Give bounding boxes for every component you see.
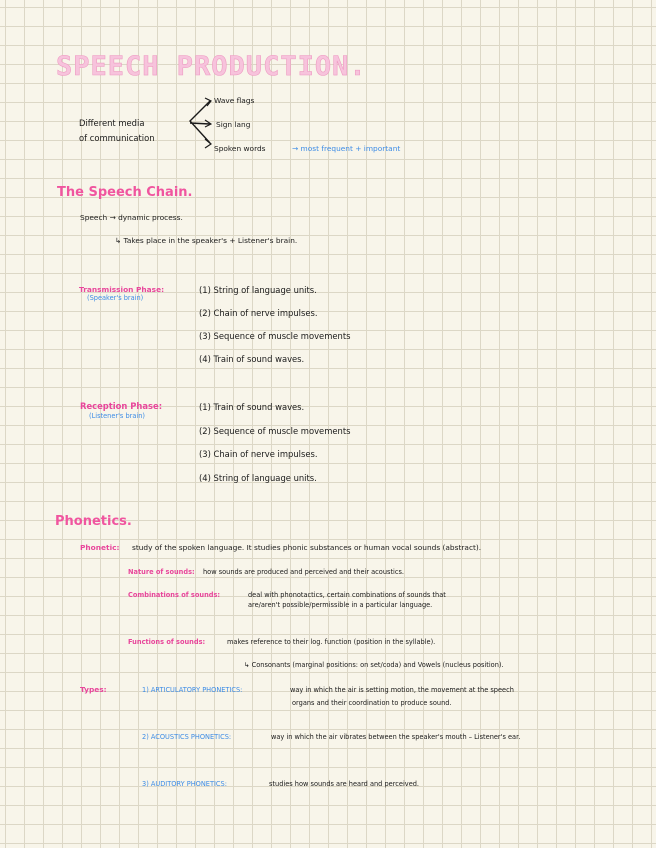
page-title: SPEECH PRODUCTION. <box>56 51 367 82</box>
speech-chain-heading: The Speech Chain. <box>57 185 193 200</box>
transmission-item-1: (1) String of language units. <box>199 285 317 295</box>
transmission-item-3: (3) Sequence of muscle movements <box>199 331 351 341</box>
functions-label: Functions of sounds: <box>128 638 206 646</box>
phonetic-label: Phonetic: <box>80 543 120 552</box>
type-auditory-name: 3) AUDITORY PHONETICS: <box>142 780 227 788</box>
reception-item-2: (2) Sequence of muscle movements <box>199 426 351 436</box>
nature-definition: how sounds are produced and perceived and their acoustics. <box>203 568 405 576</box>
types-label: Types: <box>80 685 107 694</box>
combinations-def-line1: deal with phonotactics, certain combinations of sounds that <box>248 591 446 599</box>
reception-sub: (Listener's brain) <box>89 412 145 420</box>
type-acoustics-name: 2) ACOUSTICS PHONETICS: <box>142 733 232 741</box>
speech-chain-line1: Speech → dynamic process. <box>80 213 183 222</box>
nature-label: Nature of sounds: <box>128 568 195 576</box>
combinations-label: Combinations of sounds: <box>128 591 221 599</box>
phonetics-heading: Phonetics. <box>55 514 132 529</box>
phonetic-definition: study of the spoken language. It studies phonic substances or human vocal sounds (abstract). <box>132 543 482 552</box>
reception-label: Reception Phase: <box>80 401 163 411</box>
media-item-2: Sign lang <box>216 120 251 129</box>
media-note: → most frequent + important <box>292 144 401 153</box>
brace-arrows-icon <box>180 93 212 155</box>
type-auditory-def: studies how sounds are heard and perceived. <box>269 780 420 788</box>
type-articulatory-def-line2: organs and their coordination to produce sound. <box>292 699 452 707</box>
type-articulatory-def-line1: way in which the air is setting motion, the movement at the speech <box>290 686 514 694</box>
reception-item-1: (1) Train of sound waves. <box>199 402 305 412</box>
reception-item-4: (4) String of language units. <box>199 473 317 483</box>
functions-definition: makes reference to their log. function (position in the syllable). <box>227 638 436 646</box>
type-acoustics-def: way in which the air vibrates between the speaker's mouth – Listener's ear. <box>271 733 521 741</box>
media-item-3: Spoken words <box>214 144 266 153</box>
functions-sub: ↳ Consonants (marginal positions: on set/coda) and Vowels (nucleus position). <box>244 661 504 669</box>
transmission-sub: (Speaker's brain) <box>87 294 144 302</box>
reception-item-3: (3) Chain of nerve impulses. <box>199 449 318 459</box>
transmission-item-2: (2) Chain of nerve impulses. <box>199 308 318 318</box>
type-articulatory-name: 1) ARTICULATORY PHONETICS: <box>142 686 243 694</box>
transmission-item-4: (4) Train of sound waves. <box>199 354 305 364</box>
speech-chain-line2: ↳ Takes place in the speaker's + Listener's brain. <box>115 236 298 245</box>
transmission-label: Transmission Phase: <box>79 285 165 294</box>
combinations-def-line2: are/aren't possible/permissible in a particular language. <box>248 601 433 609</box>
media-label-line1: Different media <box>79 118 145 128</box>
media-label-line2: of communication <box>79 133 155 143</box>
media-item-1: Wave flags <box>214 96 255 105</box>
